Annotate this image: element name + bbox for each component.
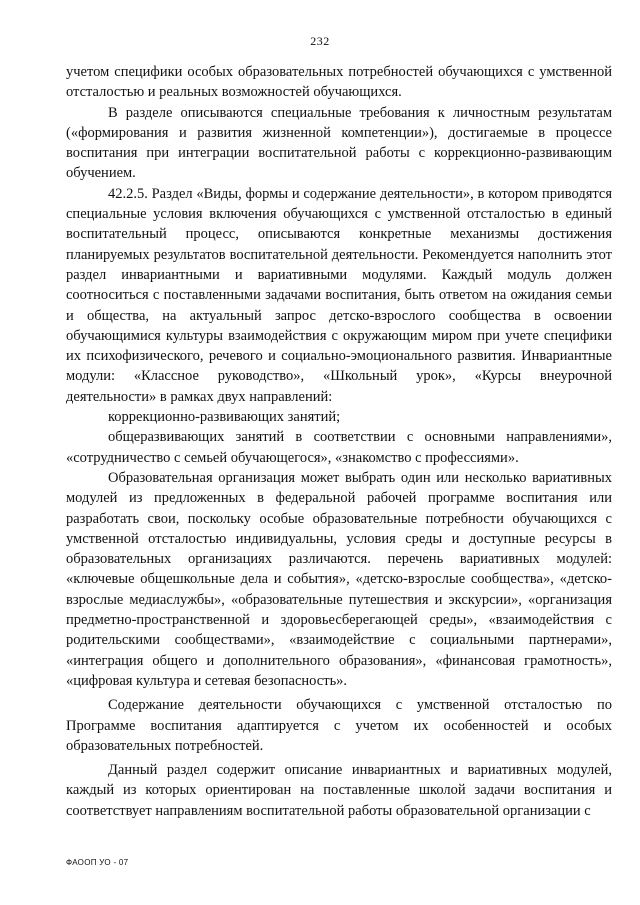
paragraph-variative-modules: Образовательная организация может выбрать один или несколько вариативных модулей из предложенных в федеральной рабочей программе воспитания или разработать свои, поскольку особые образовательные потребности обучающихся с умственной отсталостью индивидуальны, условия среды и доступные ресурсы в образовательных организациях различаются. перечень вариативных модулей: «ключевые общешкольные дела и события», «детско-взрослые сообщества», «детско-взрослые медиаслужбы», «образовательные путешествия и экскурсии», «организация предметно-пространственной и здоровьесберегающей среды», «взаимодействия с родительскими сообществами», «взаимодействие с социальными партнерами», «интеграция общего и дополнительного образования», «финансовая грамотность», «цифровая культура и сетевая безопасность». bbox=[66, 469, 612, 689]
paragraph-personal-results: В разделе описываются специальные требования к личностным результатам («формирования и развития жизненной компетенции»), достигаемые в процессе воспитания при интеграции воспитательной работы с коррекционно-развивающим обучением. bbox=[66, 104, 612, 182]
paragraph-section-42-2-5: 42.2.5. Раздел «Виды, формы и содержание деятельности», в котором приводятся специальные условия включения обучающихся с умственной отсталостью в единый воспитательный процесс, описываются конкретные механизмы достижения планируемых результатов воспитательной деятельности. Рекомендуется наполнить этот раздел инвариантными и вариативными модулями. Каждый модуль должен соотноситься с поставленными задачами воспитания, быть ответом на ожидания семьи и общества, на актуальный запрос детско-взрослого сообщества в освоении обучающимися культуры взаимодействия с окружающим миром при учете специфики их психофизического, речевого и социально-эмоционального развития. Инвариантные модули: «Классное руководство», «Школьный урок», «Курсы внеурочной деятельности» в рамках двух направлений: bbox=[66, 185, 612, 405]
footer-code: ФАООП УО - 07 bbox=[66, 858, 129, 867]
page-number: 232 bbox=[310, 34, 330, 48]
list-item-correction-classes: коррекционно-развивающих занятий; bbox=[108, 409, 341, 426]
list-item-general-classes: общеразвивающих занятий в соответствии с основными направлениями», «сотрудничество с семьей обучающегося», «знакомство с профессиями». bbox=[66, 429, 612, 466]
paragraph-section-description: Данный раздел содержит описание инвариантных и вариативных модулей, каждый из которых ориентирован на поставленные школой задачи воспитания и соответствует направлениям воспитательной работы образовательной организации с bbox=[66, 762, 612, 819]
document-body bbox=[66, 62, 612, 821]
paragraph-continuation: учетом специфики особых образовательных потребностей обучающихся с умственной отсталостью и реальных возможностей обучающихся. bbox=[66, 64, 612, 101]
paragraph-activity-content: Содержание деятельности обучающихся с умственной отсталостью по Программе воспитания адаптируется с учетом их особенностей и особых образовательных потребностей. bbox=[66, 697, 612, 754]
